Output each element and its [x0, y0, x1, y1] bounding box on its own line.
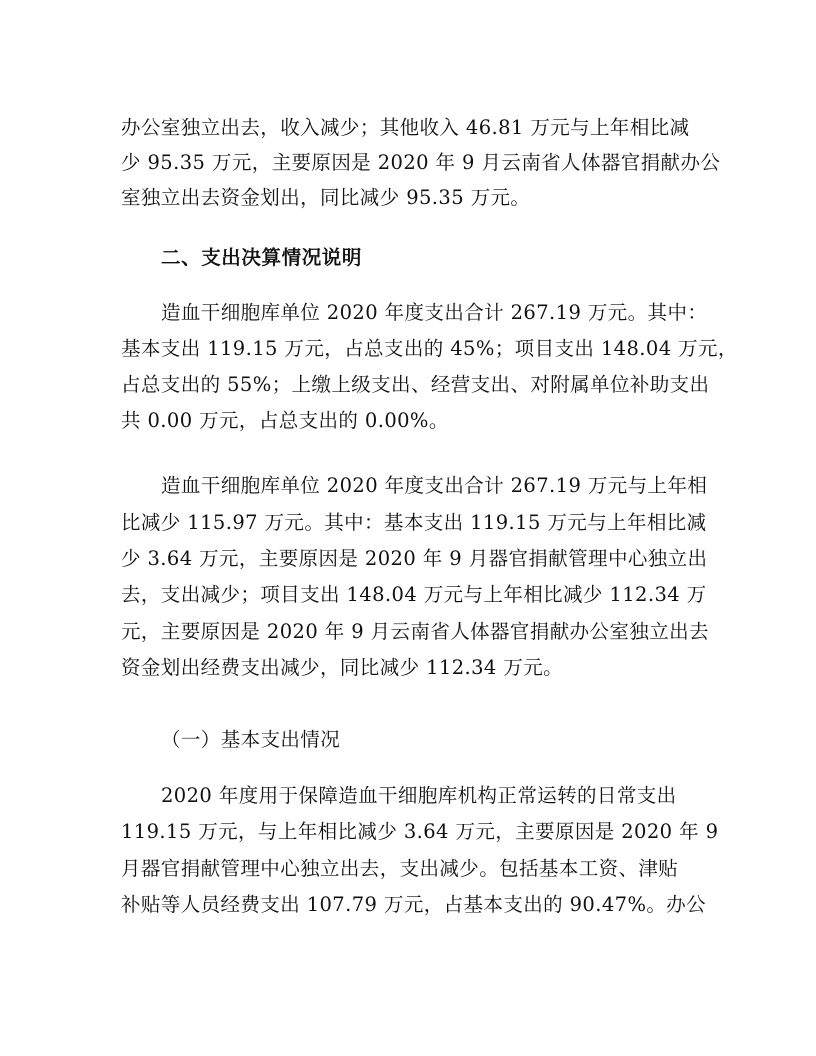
paragraph-line: 造血干细胞库单位 2020 年度支出合计 267.19 万元。其中：: [161, 301, 708, 324]
paragraph-line: 比减少 115.97 万元。其中：基本支出 119.15 万元与上年相比减: [121, 511, 707, 534]
paragraph-line: 元，主要原因是 2020 年 9 月云南省人体器官捐献办公室独立出去: [121, 620, 709, 643]
paragraph-line: 办公室独立出去，收入减少；其他收入 46.81 万元与上年相比减: [121, 116, 690, 139]
paragraph-line: 造血干细胞库单位 2020 年度支出合计 267.19 万元与上年相: [161, 474, 708, 497]
section-heading: 二、支出决算情况说明: [161, 246, 363, 269]
paragraph-line: 119.15 万元，与上年相比减少 3.64 万元，主要原因是 2020 年 9: [121, 820, 719, 843]
paragraph-line: 2020 年度用于保障造血干细胞库机构正常运转的日常支出: [161, 784, 677, 807]
paragraph-line: 去，支出减少；项目支出 148.04 万元与上年相比减少 112.34 万: [121, 583, 707, 606]
paragraph-line: 月器官捐献管理中心独立出去，支出减少。包括基本工资、津贴: [121, 857, 679, 880]
paragraph-line: 资金划出经费支出减少，同比减少 112.34 万元。: [121, 656, 564, 679]
paragraph-line: 基本支出 119.15 万元，占总支出的 45%；项目支出 148.04 万元，: [121, 337, 738, 360]
paragraph-line: 占总支出的 55%；上缴上级支出、经营支出、对附属单位补助支出: [121, 373, 710, 396]
paragraph-line: 少 95.35 万元，主要原因是 2020 年 9 月云南省人体器官捐献办公: [121, 151, 721, 174]
subsection-heading: （一）基本支出情况: [161, 728, 341, 751]
paragraph-line: 少 3.64 万元，主要原因是 2020 年 9 月器官捐献管理中心独立出: [121, 547, 708, 570]
paragraph-line: 共 0.00 万元，占总支出的 0.00%。: [121, 409, 449, 432]
paragraph-line: 补贴等人员经费支出 107.79 万元，占基本支出的 90.47%。办公: [121, 893, 707, 916]
paragraph-line: 室独立出去资金划出，同比减少 95.35 万元。: [121, 186, 531, 209]
